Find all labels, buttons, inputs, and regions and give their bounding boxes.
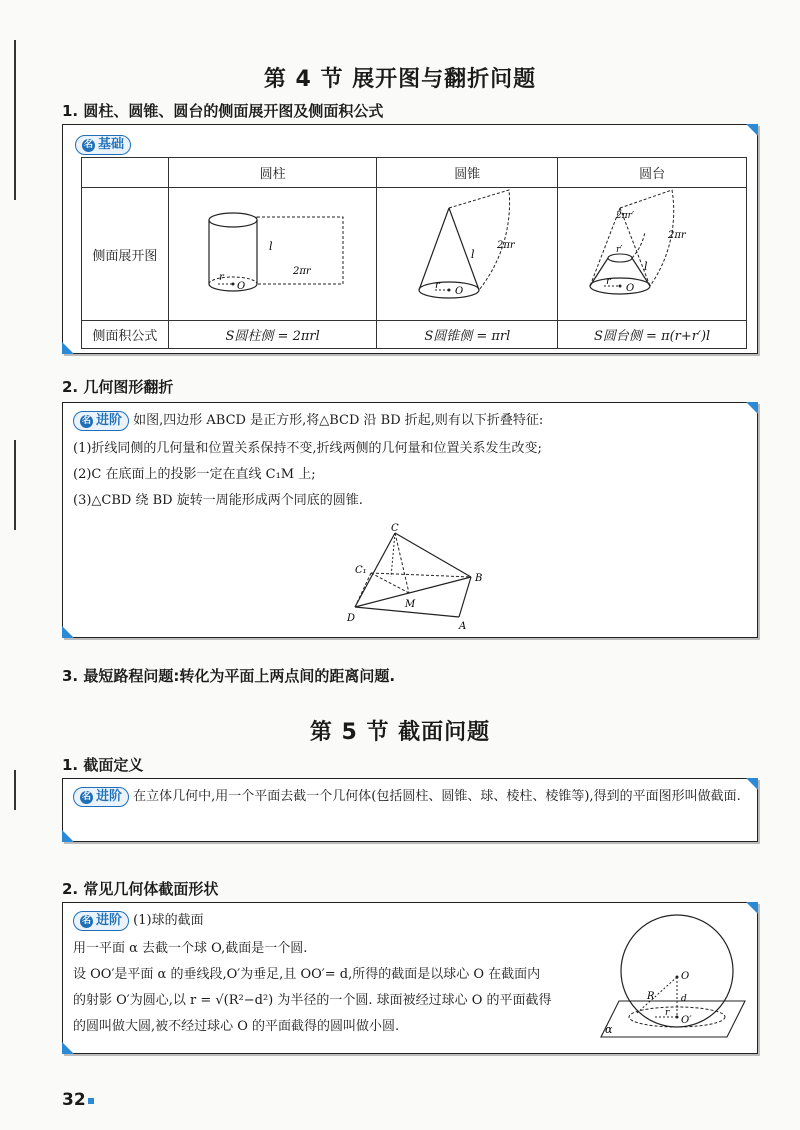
label-C1: C₁ — [355, 565, 367, 576]
cone-net-figure — [379, 188, 555, 316]
label-M: M — [405, 599, 416, 610]
sphere-figure — [595, 909, 751, 1045]
label-r: r — [218, 272, 224, 283]
label-l: l — [471, 248, 475, 261]
badge-icon: 名 — [81, 792, 91, 802]
label-r: r — [435, 280, 441, 291]
cylinder-formula: S圆柱侧 = 2πrl — [168, 321, 377, 349]
badge-label: 进阶 — [96, 413, 123, 428]
label-o: O — [236, 281, 245, 292]
corner-mark — [746, 124, 758, 136]
sphere-line-4: 的圆叫做大圆,被不经过球心 O 的平面截得的圆叫做小圆. — [73, 1019, 400, 1034]
heading-5-2: 2. 常见几何体截面形状 — [62, 880, 219, 898]
cone-cell — [377, 188, 558, 321]
label-o: O — [455, 286, 464, 297]
basic-badge — [75, 135, 131, 155]
sphere-line-1: 用一平面 α 去截一个球 O,截面是一个圆. — [73, 941, 308, 956]
row-label: 侧面积公式 — [82, 321, 169, 349]
sphere-line-3: 的射影 O′为圆心,以 r = √(R²−d²) 为半径的一个圆. 球面被经过球心 O 的平面截得 — [73, 993, 552, 1008]
fold-point-1: (1)折线同侧的几何量和位置关系保持不变,折线两侧的几何量和位置关系发生改变; — [73, 441, 542, 456]
heading-5-1: 1. 截面定义 — [62, 756, 144, 774]
fold-point-3: (3)△CBD 绕 BD 旋转一周能形成两个同底的圆锥. — [73, 493, 363, 508]
formula-table — [81, 157, 747, 349]
sphere-box — [62, 902, 758, 1054]
label-C: C — [391, 523, 399, 534]
corner-mark — [62, 830, 74, 842]
label-arc1: 2πr′ — [616, 211, 635, 221]
fold-intro: 如图,四边形 ABCD 是正方形,将△BCD 沿 BD 折起,则有以下折叠特征: — [133, 413, 544, 428]
badge-icon: 名 — [81, 416, 91, 426]
page-number-text: 32 — [62, 1090, 86, 1110]
col-header: 圆柱 — [168, 158, 377, 188]
cylinder-cell — [168, 188, 377, 321]
heading-1: 1. 圆柱、圆锥、圆台的侧面展开图及侧面积公式 — [62, 102, 384, 120]
cylinder-net-figure — [173, 192, 373, 312]
folding-box — [62, 402, 758, 638]
badge-icon: 名 — [81, 916, 91, 926]
label-arc2: 2πr — [668, 230, 686, 241]
badge-label: 进阶 — [96, 789, 123, 804]
label-o: O — [626, 283, 635, 294]
frustum-formula: S圆台侧 = π(r+r′)l — [558, 321, 747, 349]
fold-figure — [343, 521, 493, 633]
heading-3: 3. 最短路程问题:转化为平面上两点间的距离问题. — [62, 667, 396, 685]
sphere-subtitle: (1)球的截面 — [133, 913, 204, 928]
frustum-cell — [558, 188, 747, 321]
heading-2: 2. 几何图形翻折 — [62, 378, 174, 396]
label-l: l — [268, 240, 273, 253]
col-header: 圆台 — [558, 158, 747, 188]
formula-box — [62, 124, 758, 354]
label-B: B — [475, 573, 483, 584]
cone-formula: S圆锥侧 = πrl — [377, 321, 558, 349]
definition-box — [62, 778, 758, 842]
label-arc: 2πr — [497, 240, 516, 251]
section-4-title: 第 4 节 展开图与翻折问题 — [263, 67, 537, 92]
corner-mark — [746, 402, 758, 414]
fold-point-2: (2)C 在底面上的投影一定在直线 C₁M 上; — [73, 467, 316, 482]
label-O: O — [681, 971, 690, 982]
advanced-badge — [73, 911, 129, 931]
badge-label: 基础 — [98, 137, 125, 152]
section-5-title: 第 5 节 截面问题 — [309, 720, 491, 745]
label-arc: 2πr — [292, 266, 311, 277]
label-Oprime: O′ — [681, 1015, 692, 1026]
label-r: r — [606, 276, 611, 287]
label-alpha: α — [605, 1023, 613, 1036]
definition-text: 在立体几何中,用一个平面去截一个几何体(包括圆柱、圆锥、球、棱柱、棱锥等),得到的平面图形叫做截面. — [133, 789, 741, 804]
advanced-badge — [73, 411, 129, 431]
binder-line — [14, 440, 16, 530]
sphere-line-2: 设 OO′是平面 α 的垂线段,O′为垂足,且 OO′= d,所得的截面是以球心 O 在截面内 — [73, 967, 541, 982]
label-R: R — [647, 991, 655, 1002]
binder-line — [14, 770, 16, 810]
label-rp: r′ — [616, 245, 623, 255]
page-mark — [88, 1098, 94, 1104]
page-number — [62, 1090, 94, 1110]
badge-label: 进阶 — [96, 913, 123, 928]
corner-mark — [62, 1042, 74, 1054]
label-r: r — [665, 1008, 670, 1018]
label-A: A — [459, 621, 467, 632]
row-label: 侧面展开图 — [82, 188, 169, 321]
label-d: d — [681, 994, 687, 1004]
badge-icon: 名 — [83, 140, 93, 150]
label-l: l — [644, 260, 648, 273]
label-D: D — [347, 613, 356, 624]
corner-mark — [62, 626, 74, 638]
advanced-badge — [73, 787, 129, 807]
corner-mark — [62, 342, 74, 354]
frustum-net-figure — [560, 188, 744, 316]
table-corner — [82, 158, 169, 188]
col-header: 圆锥 — [377, 158, 558, 188]
